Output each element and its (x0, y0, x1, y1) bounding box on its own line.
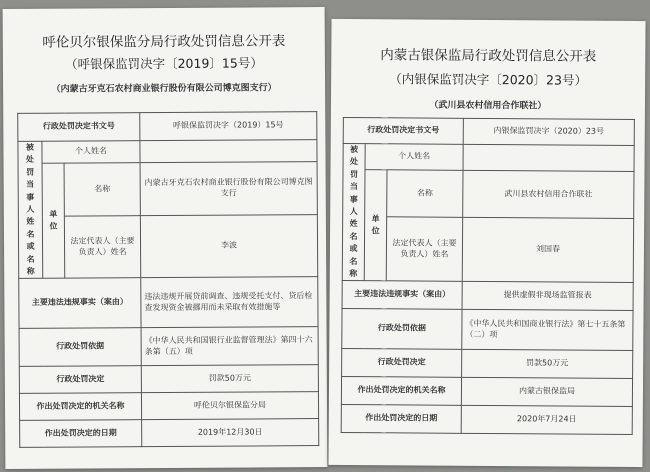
doc-no-label: 行政处罚决定书文号 (343, 117, 463, 144)
table-row (18, 162, 317, 217)
date-label: 作出处罚决定的日期 (20, 420, 142, 448)
legal-rep-label: 法定代表人（主要负责人）姓名 (64, 216, 140, 278)
legal-rep-label: 法定代表人（主要负责人）姓名 (386, 217, 462, 282)
authority-value: 内蒙古银保监局 (461, 378, 632, 407)
legal-rep-value: 李波 (140, 215, 317, 278)
left-sheet-doc-number: （呼银保监罚决字〔2019〕15号） (65, 55, 263, 72)
table-row (341, 405, 632, 435)
table-row (341, 377, 632, 407)
table-row (343, 169, 634, 218)
left-sheet-title: 呼伦贝尔银保监分局行政处罚信息公开表 (42, 33, 286, 51)
date-value: 2020年7月24日 (461, 406, 632, 435)
table-row (19, 277, 318, 329)
basis-label: 行政处罚依据 (19, 328, 141, 367)
decision-value: 罚款50万元 (141, 365, 318, 393)
personal-name-label: 个人姓名 (42, 141, 140, 164)
doc-no-value: 内银保监罚决字（2020）23号 (463, 118, 634, 145)
left-penalty-table (17, 111, 319, 448)
basis-label: 行政处罚依据 (342, 309, 462, 350)
date-label: 作出处罚决定的日期 (341, 405, 461, 434)
table-row (343, 117, 634, 145)
left-penalty-sheet (3, 7, 328, 469)
name-value: 武川县农村信用合作联社 (463, 170, 634, 218)
unit-label: 单位 (42, 163, 65, 278)
facts-value: 提供虚假非现场监管报表 (462, 282, 633, 311)
basis-value: 《中华人民共和国银行业监督管理法》第四十六条第（五）项 (141, 327, 318, 366)
name-value: 内蒙古牙克石农村商业银行股份有限公司博克图支行 (140, 162, 317, 216)
right-sheet-doc-number: （内银保监罚决字〔2020〕23号） (389, 71, 588, 88)
table-row (342, 349, 633, 379)
right-penalty-table (341, 117, 635, 435)
date-value: 2019年12月30日 (142, 419, 319, 447)
right-penalty-sheet (328, 19, 645, 467)
legal-rep-value: 刘国春 (462, 218, 633, 283)
authority-label: 作出处罚决定的机关名称 (341, 377, 461, 406)
table-row (18, 112, 317, 142)
table-row (19, 365, 318, 394)
right-sheet-bank-name: （武川县农村信用合作联社） (429, 100, 547, 112)
party-label: 被处罚当事人姓名或名称 (18, 141, 43, 278)
table-row (19, 392, 318, 421)
decision-value: 罚款50万元 (462, 350, 633, 379)
table-row (20, 419, 319, 448)
table-row (19, 327, 318, 367)
doc-no-label: 行政处罚决定书文号 (18, 113, 140, 142)
decision-label: 行政处罚决定 (342, 349, 462, 378)
basis-value: 《中华人民共和国商业银行法》第七十五条第（二）项 (462, 310, 633, 351)
authority-value: 呼伦贝尔银保监分局 (141, 392, 318, 420)
right-sheet-title: 内蒙古银保监局行政处罚信息公开表 (380, 47, 597, 65)
name-label: 名称 (387, 170, 463, 218)
party-label: 被处罚当事人姓名或名称 (342, 143, 365, 280)
left-sheet-bank-name: （内蒙古牙克石农村商业银行股份有限公司博克图支行） (51, 83, 277, 95)
table-row (342, 217, 633, 283)
unit-label: 单位 (364, 170, 387, 281)
doc-no-value: 呼银保监罚决字（2019）15号 (140, 112, 317, 141)
authority-label: 作出处罚决定的机关名称 (19, 393, 141, 421)
decision-label: 行政处罚决定 (19, 366, 141, 394)
table-row (342, 309, 633, 351)
name-label: 名称 (64, 163, 140, 217)
table-row (343, 143, 634, 171)
table-row (18, 140, 317, 164)
facts-label: 主要违法违规事实（案由） (342, 281, 462, 310)
personal-name-value (463, 144, 634, 171)
personal-name-label: 个人姓名 (365, 144, 463, 171)
table-row (342, 281, 633, 311)
personal-name-value (140, 140, 317, 163)
facts-value: 违法违规开展贷前调查、违规受托支付、贷后检查发现资金被挪用而未采取有效措施等 (141, 277, 318, 328)
facts-label: 主要违法违规事实（案由） (19, 278, 141, 329)
